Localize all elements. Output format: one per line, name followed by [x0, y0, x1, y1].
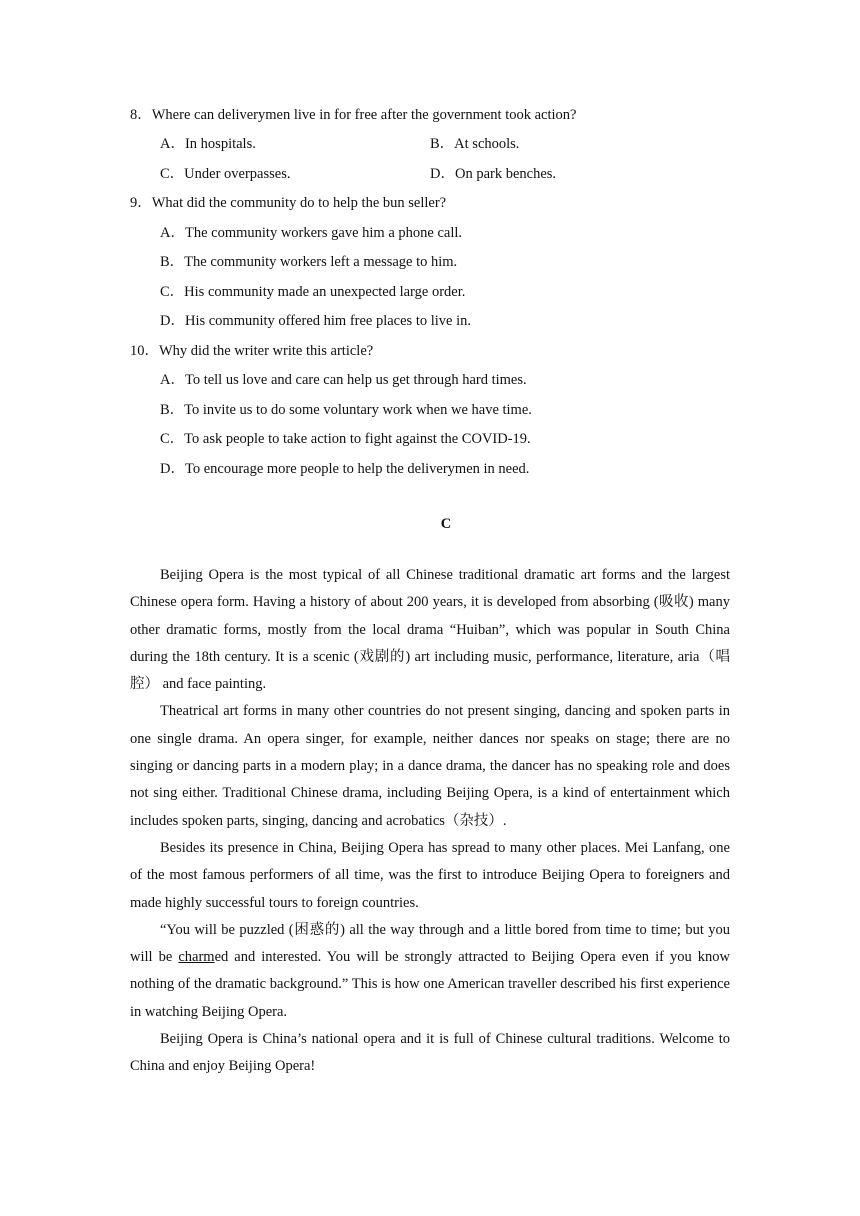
reading-passage — [130, 562, 730, 1081]
question-9-option-c: C．His community made an unexpected large order. — [160, 284, 466, 300]
question-8-option-c: C．Under overpasses. — [160, 166, 291, 182]
paragraph-4 — [130, 917, 730, 1026]
question-9: 9．What did the community do to help the bun seller? — [130, 195, 447, 211]
paragraph-3: Besides its presence in China, Beijing Opera has spread to many other places. Mei Lanfang, one of the most famous performers of all time, was the first to introduce Beijing Opera to foreigners and made highly successful tours to foreign countries. — [130, 839, 730, 911]
question-8: 8．Where can deliverymen live in for free after the government took action? — [130, 107, 577, 123]
question-10-option-b: B．To invite us to do some voluntary work when we have time. — [160, 402, 532, 418]
paragraph-1: Beijing Opera is the most typical of all Chinese traditional dramatic art forms and the largest Chinese opera form. Having a history of about 200 years, it is developed from absorbing (吸收) many other dramatic forms, mostly from the local drama “Huiban”, which was popular in South China during the 18th century. It is a scenic (戏剧的) art including music, performance, literature, aria（唱腔） and face painting. — [130, 567, 730, 693]
question-8-option-d: D．On park benches. — [430, 166, 557, 182]
question-9-option-b: B．The community workers left a message to him. — [160, 254, 458, 270]
underlined-word: charm — [178, 949, 215, 966]
paragraph-2: Theatrical art forms in many other countries do not present singing, dancing and spoken parts in one single drama. An opera singer, for example, neither dances nor speaks on stage; there are no singing or dancing parts in a modern play; in a dance drama, the dancer has no speaking role and does not sing either. Traditional Chinese drama, including Beijing Opera, is a kind of entertainment which includes spoken parts, singing, dancing and acrobatics（杂技）. — [130, 703, 730, 829]
question-10-option-a: A．To tell us love and care can help us get through hard times. — [160, 372, 527, 388]
paragraph-4-end: ed and interested. You will be strongly attracted to Beijing Opera even if you know nothing of the dramatic background.” This is how one American traveller described his first experience in watching Beijing Opera. — [130, 949, 730, 1020]
question-10: 10．Why did the writer write this article? — [130, 343, 374, 359]
question-8-option-b: B．At schools. — [430, 136, 520, 152]
question-10-option-d: D．To encourage more people to help the deliverymen in need. — [160, 461, 530, 477]
paragraph-5: Beijing Opera is China’s national opera and it is full of Chinese cultural traditions. Welcome to China and enjoy Beijing Opera! — [130, 1031, 730, 1075]
section-heading: C — [440, 516, 452, 532]
question-9-option-a: A．The community workers gave him a phone call. — [160, 225, 463, 241]
question-8-option-a: A．In hospitals. — [160, 136, 256, 152]
question-9-option-d: D．His community offered him free places to live in. — [160, 313, 471, 329]
question-10-option-c: C．To ask people to take action to fight against the COVID-19. — [160, 431, 531, 447]
paragraph-4-start: “You will be puzzled (困惑的) all the way through and a little bored from time to time; but you will be — [130, 921, 730, 966]
